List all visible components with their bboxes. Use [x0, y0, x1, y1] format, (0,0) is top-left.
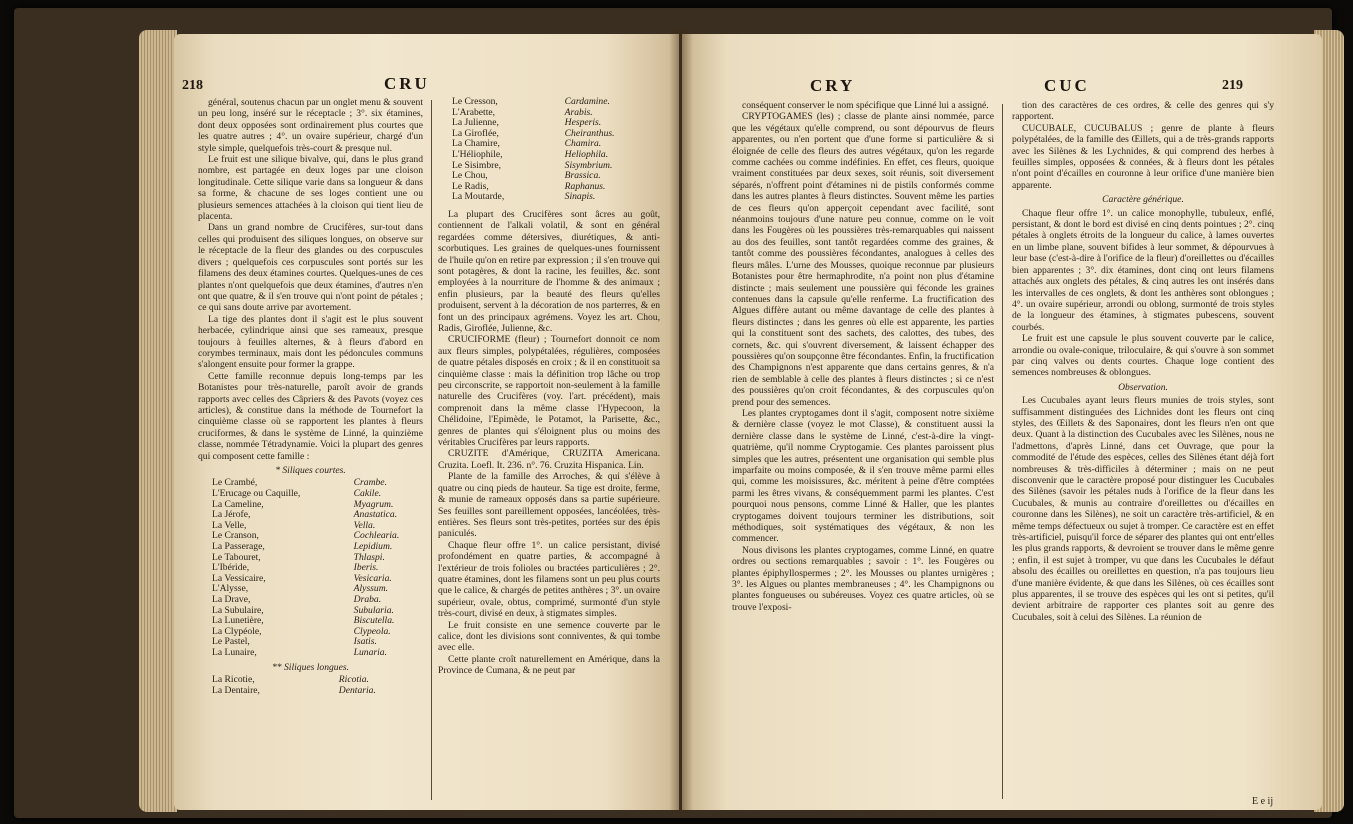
- long-siliques-list: [198, 675, 423, 696]
- paragraph: CUCUBALE, CUCUBALUS ; genre de plante à fleurs polypétalées, de la famille des Œillets, qui a de très-grands rapports avec les Silènes & les Lychnides, & qui comprend des herbes à feuilles simples, opposées & connées, & à fleurs dont les pétales n'ont point d'écailles en couronne à leur orifice d'une manière bien apparente.: [1012, 122, 1274, 191]
- genus-row: [198, 542, 423, 553]
- signature-mark: E e ij: [1252, 796, 1274, 807]
- observation-heading: Observation.: [1118, 381, 1168, 393]
- latin-name: Lepidium.: [353, 540, 393, 552]
- latin-name: Raphanus.: [564, 180, 606, 192]
- paragraph: Le fruit consiste en une semence couverte par le calice, dont les divisions sont conniventes, & qui tombe avec elle.: [438, 619, 660, 654]
- section-long-siliques: ** Siliques longues.: [271, 661, 349, 673]
- paragraph: Chaque fleur offre 1°. un calice monophylle, tubuleux, enflé, persistant, & dont le bord est divisé en cinq dents pointues ; 2°. cinq pétales à onglets étroits de la longueur du calice, à lames ouvertes en un limbe plane, souvent bifides à leur sommet, & dépourvues à leur base (c'est-à-dire à l'orifice de la fleur) d'oreillettes ou d'écailles bien apparentes ; 3°. dix étamines, dont cinq ont leurs filamens attachés aux onglets des pétales, & cinq autres les ont insérés dans les intervalles de ces onglets, & dont les anthères sont oblongues ; 4°. un ovaire supérieur, arrondi ou oblong, surmonté de trois styles de la longueur des étamines, à stigmates pubescens, souvent courbés.: [1012, 207, 1274, 333]
- right-column-rule: [1002, 104, 1003, 799]
- genus-row: [438, 150, 660, 161]
- paragraph: Plante de la famille des Arroches, & qui s'élève à quatre ou cinq pieds de hauteur. Sa tige est droite, ferme, & munie de rameaux opposés dans sa partie supérieure. Ses feuilles sont pareillement opposées, lancéolées, très-entières. Ses fleurs sont très-petites, portées sur des épis paniculés.: [438, 471, 660, 540]
- latin-name: Anastatica.: [353, 509, 398, 521]
- latin-name: Cheiranthus.: [564, 127, 615, 139]
- latin-name: Vella.: [353, 519, 376, 531]
- book: [14, 8, 1332, 818]
- right-page-number: 219: [1222, 78, 1243, 93]
- french-name: La Chamire,: [452, 138, 500, 150]
- paragraph: La tige des plantes dont il s'agit est le plus souvent herbacée, cylindrique ainsi que ses rameaux, presque toujours à feuilles alternes, & à fleurs d'abord en corymbes terminaux, mais dont les pédoncules communs s'alongent ensuite pour former la grappe.: [198, 313, 423, 371]
- french-name: La Ricotie,: [212, 673, 255, 685]
- left-column-rule: [431, 100, 432, 800]
- genus-row: [438, 192, 660, 203]
- french-name: La Clypéole,: [212, 625, 262, 637]
- french-name: La Lunaire,: [212, 646, 257, 658]
- french-name: La Jérofe,: [212, 509, 251, 521]
- right-column-2: [1012, 100, 1274, 800]
- latin-name: Sisymbrium.: [564, 159, 613, 171]
- french-name: Le Chou,: [452, 170, 488, 182]
- book-gutter: [669, 28, 693, 813]
- paragraph: conséquent conserver le nom spécifique que Linné lui a assigné.: [742, 100, 989, 111]
- french-name: Le Radis,: [452, 180, 489, 192]
- latin-name: Isatis.: [353, 636, 377, 648]
- french-name: L'Arabette,: [452, 106, 496, 118]
- latin-name: Chamira.: [564, 138, 602, 150]
- genus-row: [198, 489, 423, 500]
- paragraph: Cette famille reconnue depuis long-temps par les Botanistes pour très-naturelle, paroît avoir de grands rapports avec celles des Câpriers & des Pavots (voyez ces articles), & constitue dans la méthode de Tournefort la cinquième classe où se rapportent les plantes à fleurs cruciformes, & dans le système de Linné, la quinzième classe, nommée Tétradynamie. Voici la plupart des genres qui composent cette famille :: [198, 370, 423, 462]
- latin-name: Draba.: [353, 593, 382, 605]
- left-col2-paragraphs: [438, 209, 660, 677]
- section-short-siliques: * Siliques courtes.: [275, 465, 346, 476]
- paragraph: CRUCIFORME (fleur) ; Tournefort donnoit ce nom aux fleurs simples, polypétalées, régulières, composées de quatre pétales disposés en croix ; & il en constituoit sa cinquième classe : mais la définition trop lâche ou trop peu circonscrite, se rapportoit non-seulement à la famille naturelle des Crucifères (voy. l'art. précédent), mais comprenoit dans la même classe l'Hypecoon, la Chélidoine, l'Epimède, le Potamot, la Parisette, &c., genres de plantes qui s'éloignent plus ou moins des véritables Crucifères par leurs rapports.: [438, 334, 660, 449]
- latin-name: Alyssum.: [353, 583, 389, 595]
- genus-list-continued: [438, 97, 660, 203]
- latin-name: Cakile.: [353, 488, 382, 499]
- french-name: L'Ibéride,: [212, 562, 250, 574]
- latin-name: Brassica.: [564, 170, 601, 182]
- latin-name: Heliophila.: [564, 148, 609, 160]
- paragraph: CRUZITE d'Amérique, CRUZITA Americana. Cruzita. Loefl. It. 236. n°. 76. Cruzita Hispanica. Lin.: [438, 448, 660, 471]
- french-name: Le Sisimbre,: [452, 159, 502, 171]
- genus-row: [198, 595, 423, 606]
- paragraph: Chaque fleur offre 1°. un calice persistant, divisé profondément en quatre parties, & accompagné à l'extérieur de trois folioles ou bractées particulières ; 2°. quatre étamines, dont les filamens sont un peu plus courts que le calice, & chargés de petites anthères ; 3°. un ovaire supérieur, ovale, obtus, comprimé, surmonté d'un style très-court, divisé en deux, à stigmates simples.: [438, 539, 660, 620]
- french-name: La Cameline,: [212, 498, 264, 510]
- latin-name: Cardamine.: [564, 97, 610, 107]
- right-col2-paragraphs-a: [1012, 100, 1274, 191]
- paragraph: Les Cucubales ayant leurs fleurs munies de trois styles, sont suffisamment distinguées des Lichnides dont les fleurs ont cinq styles, des Œillets & des Saponaires, dont les fleurs n'en ont que deux. Quant à la distinction des Cucubales avec les Silènes, nous ne l'admettons, d'après Linné, dans cet Ouvrage, que pour la commodité de l'étude des espèces, celles des Silènes étant déjà fort nombreuses & très-difficiles à déterminer ; mais on ne peut disconvenir que le caractère proposé pour distinguer les Cucubales des Silènes (savoir les pétales nuds à l'orifice de la fleur dans les Cucubales, & munis au contraire d'oreillettes ou d'écailles en couronne dans les Silènes), ne soit un caractère très-artificiel, & en même temps défectueux ou sujet à tromper. Ce caractère est en effet très-artificiel, puisqu'il force de séparer des plantes qui ont entr'elles les plus grands rapports, & devroient se trouver dans le même genre ; enfin, il est sujet à tromper, vu que dans les Cucubales le défaut absolu des écailles ou oreillettes en question, n'a pas toujours lieu d'une manière évidente, & que dans les Silènes, où ces écailles sont plus apparentes, il se trouve des espèces qui les ont si petites, qu'il devient arbitraire de rapporter ces plantes soit au genre des Cucubales, soit à celui des Silènes. La réunion de: [1012, 395, 1274, 623]
- genus-row: [198, 648, 423, 659]
- paragraph: Cette plante croît naturellement en Amérique, dans la Province de Cumana, & ne peut par: [438, 653, 660, 677]
- french-name: L'Erucage ou Caquille,: [212, 488, 301, 499]
- paragraph: général, soutenus chacun par un onglet menu & souvent un peu long, inséré sur le réceptacle ; 3°. six étamines, dont deux opposées sont ordinairement plus courtes que les quatre autres ; 4°. un ovaire supérieur, chargé d'un style simple, quelquefois très-court & presque nul.: [198, 97, 423, 154]
- french-name: Le Crambé,: [212, 477, 258, 489]
- french-name: La Drave,: [212, 593, 251, 605]
- paragraph: La plupart des Crucifères sont âcres au goût, contiennent de l'alkali volatil, & sont en général regardées comme détersives, diurétiques, & anti-scorbutiques. Les graines de quelques-unes fournissent de l'huile qu'on en retire par expression ; il s'en trouve qui sont potagères, & dont la racine, les feuilles, &c. sont employées à la nourriture de l'homme & des animaux ; enfin plusieurs, par la beauté des fleurs qu'elles produisent, servent à la décoration de nos parterres, & en font un des principaux agrémens. Voyez les art. Chou, Radis, Giroflée, Julienne, &c.: [438, 208, 660, 334]
- latin-name: Hesperis.: [564, 117, 602, 129]
- latin-name: Sinapis.: [564, 191, 596, 203]
- paragraph: tion des caractères de ces ordres, & celle des genres qui s'y rapportent.: [1012, 100, 1274, 123]
- french-name: Le Tabouret,: [212, 551, 261, 563]
- latin-name: Dentaria.: [338, 684, 376, 696]
- genus-row: [438, 97, 660, 108]
- genus-row: [198, 686, 423, 697]
- left-column-1: [198, 97, 423, 802]
- left-page: [174, 34, 679, 810]
- latin-name: Subularia.: [353, 604, 394, 616]
- french-name: La Vessicaire,: [212, 572, 266, 584]
- right-page: [682, 34, 1322, 810]
- left-column-2: [438, 97, 660, 802]
- french-name: La Lunetière,: [212, 615, 264, 627]
- latin-name: Thlaspi.: [353, 551, 385, 563]
- latin-name: Myagrum.: [353, 498, 394, 510]
- french-name: L'Héliophile,: [452, 148, 503, 160]
- french-name: La Giroflée,: [452, 127, 499, 139]
- right-running-head-right: CUC: [1044, 76, 1090, 95]
- french-name: La Dentaire,: [212, 684, 260, 696]
- caractere-generique-heading: Caractère générique.: [1102, 194, 1184, 206]
- latin-name: Cochlearia.: [353, 530, 400, 542]
- paragraph: Les plantes cryptogames dont il s'agit, composent notre sixième & dernière classe (voyez le mot Classe), & constituent aussi la dernière classe dans le système de Linné, c'est-à-dire la vingt-quatrième, qu'il nomme Cryptogamie. Ces plantes paroissent plus simples que les autres, présentent une organisation qui semble plus imparfaite ou moins composée, & il s'en trouve même parmi elles qui, comme les moisissures, &c. méritent à peine d'être comptées parmi les êtres vivans, & conséquemment parmi les plantes. C'est pourquoi nous pensons, comme Linné & Haller, que les plantes cryptogames doivent toujours terminer les distributions, soit méthodiques, soit systématiques des végétaux, & non les commencer.: [732, 407, 994, 545]
- latin-name: Crambe.: [353, 477, 387, 489]
- latin-name: Biscutella.: [353, 615, 395, 627]
- right-col1-paragraphs: [732, 100, 994, 613]
- french-name: La Subulaire,: [212, 604, 264, 616]
- french-name: La Julienne,: [452, 117, 499, 129]
- right-col2-paragraphs-b: [1012, 208, 1274, 379]
- short-siliques-list: [198, 478, 423, 658]
- latin-name: Iberis.: [353, 562, 379, 574]
- latin-name: Lunaria.: [353, 646, 387, 658]
- right-col2-paragraphs-c: [1012, 395, 1274, 623]
- french-name: Le Cresson,: [452, 97, 498, 107]
- latin-name: Clypeola.: [353, 625, 391, 637]
- latin-name: Vesicaria.: [353, 572, 392, 584]
- french-name: La Moutarde,: [452, 191, 505, 203]
- french-name: La Velle,: [212, 519, 247, 531]
- french-name: La Passerage,: [212, 540, 265, 552]
- left-col1-paragraphs: [198, 97, 423, 462]
- right-running-head-left: CRY: [810, 76, 856, 95]
- french-name: Le Cranson,: [212, 530, 259, 542]
- left-page-edges: [139, 30, 177, 812]
- right-column-1: [732, 100, 994, 800]
- french-name: Le Pastel,: [212, 636, 250, 648]
- latin-name: Ricotia.: [338, 673, 369, 685]
- french-name: L'Alysse,: [212, 583, 249, 595]
- paragraph: Le fruit est une silique bivalve, qui, dans le plus grand nombre, est partagée en deux loges par une cloison longitudinale. Cette silique varie dans sa longueur & dans sa forme, & chacune de ses loges contient une ou plusieurs semences attachées à la cloison qui tient lieu de placenta.: [198, 154, 423, 223]
- paragraph: Nous divisons les plantes cryptogames, comme Linné, en quatre ordres ou sections remarquables ; savoir : 1°. les Fougères ou plantes épiphyllospermes ; 2°. les Mousses ou plantes urnigères ; 3°. les Algues ou plantes membraneuses ; 4°. les Champignons ou plantes fongueuses ou subéreuses. Voyez ces quatre articles, où se trouve l'exposi-: [732, 544, 994, 613]
- genus-row: [198, 675, 423, 686]
- paragraph: CRYPTOGAMES (les) ; classe de plante ainsi nommée, parce que les végétaux qu'elle comprend, ou sont dépourvus de fleurs apparentes, ou n'en portent que d'une forme si particulière & si éloignée de celle des fleurs des autres végétaux, qu'on les regarde comme cachées ou comme indéfinies. En effet, ces fleurs, quoique vraiment constituées par deux sexes, soit réunis, soit diversement séparés, n'offrent point d'étamines ni de pistils conformés comme dans les autres plantes à fleurs distinctes. Souvent même les parties de ces fleurs qu'on apperçoit cependant avec facilité, sont néanmoins toujours d'une nature peu connue, comme on le voit dans les Fougères où les poussières très-remarquables qui naissent au dos des feuilles, sont tantôt regardées comme des graines, & tantôt comme des poussières fécondantes, analogues à celles des fleurs mâles. L'urne des Mousses, quoique reconnue par plusieurs Botanistes pour être hermaphrodite, n'a point non plus d'étamine distincte ; mais seulement une poussière qui féconde les graines contenues dans la capsule qu'elle renferme. La fructification des Algues diffère autant ou même davantage de celle des plantes à fleurs distinctes ; dans les genres où elle est apparente, les parties qui la constituent sont des sachets, des calottes, des tubes, des cornets, &c. qui s'ouvrent diversement, & laissent échapper des poussières qu'on soupçonne être fécondantes. Enfin, la fructification des Champignons n'est apparente que dans certains genres, & n'a rien de semblable à celle des plantes à fleurs distinctes ; si ce n'est des poussières qu'on croit fécondantes, & des corpuscules qu'on prend pour des semences.: [732, 111, 994, 408]
- latin-name: Arabis.: [564, 106, 593, 118]
- left-running-head: CRU: [384, 74, 430, 93]
- paragraph: Le fruit est une capsule le plus souvent couverte par le calice, arrondie ou ovale-conique, triloculaire, & qui s'ouvre à son sommet par cinq valves ou dents courtes. Chaque loge contient des semences nombreuses & oblongues.: [1012, 333, 1274, 379]
- left-page-number: 218: [182, 78, 203, 93]
- paragraph: Dans un grand nombre de Crucifères, sur-tout dans celles qui produisent des siliques longues, on observe sur le réceptacle de la fleur des glandes ou des corpuscules divers ; quelquefois ces corpuscules sont portés sur les filamens des deux étamines courtes. Quelques-unes de ces plantes n'ont quelquefois que deux étamines, d'autres n'en ont que quatre, & il s'en trouve qui n'ont point de pétales ; ce qui sans doute arrive par avortement.: [198, 222, 423, 314]
